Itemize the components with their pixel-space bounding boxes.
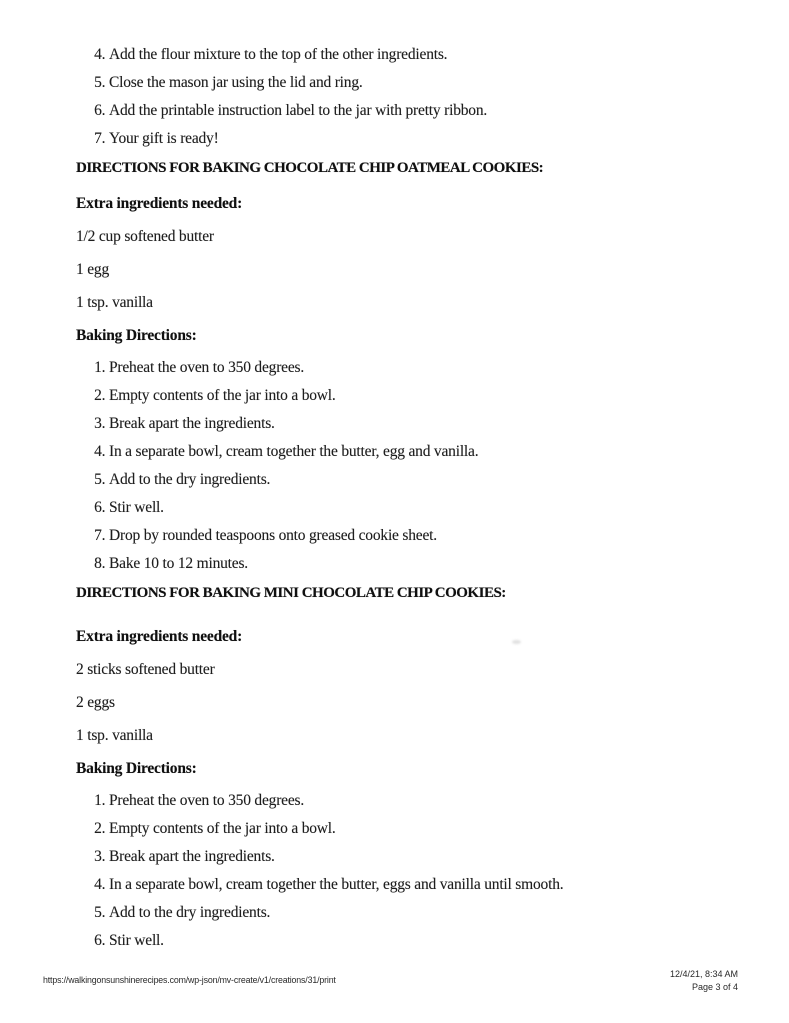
list-item: 7. Your gift is ready! (109, 131, 789, 147)
list-item: 5. Add to the dry ingredients. (109, 472, 789, 488)
footer-url: https://walkingonsunshinerecipes.com/wp-json/mv-create/v1/creations/31/print (43, 975, 336, 985)
list-item: 6. Stir well. (109, 500, 789, 516)
baking-steps-list (76, 793, 789, 949)
list-item: 5. Add to the dry ingredients. (109, 905, 789, 921)
footer-datetime: 12/4/21, 8:34 AM (669, 969, 738, 979)
list-item: 6. Add the printable instruction label to the jar with pretty ribbon. (109, 103, 789, 119)
assembly-steps-list (76, 47, 789, 147)
list-item: 2. Empty contents of the jar into a bowl. (109, 388, 789, 404)
list-item: 4. Add the flour mixture to the top of the other ingredients. (109, 47, 789, 63)
footer-meta (670, 968, 738, 993)
list-item: 1. Preheat the oven to 350 degrees. (109, 360, 789, 376)
section-heading-oatmeal-cookies: DIRECTIONS FOR BAKING CHOCOLATE CHIP OATMEAL COOKIES: (76, 160, 544, 176)
scan-artifact (512, 640, 521, 644)
footer-page-number: Page 3 of 4 (691, 981, 738, 992)
ingredient-line: 2 sticks softened butter (76, 661, 215, 678)
ingredient-line: 1 tsp. vanilla (76, 727, 153, 744)
ingredient-line: 1 tsp. vanilla (76, 294, 153, 311)
list-item: 6. Stir well. (109, 933, 789, 949)
list-item: 1. Preheat the oven to 350 degrees. (109, 793, 789, 809)
ingredient-line: 1 egg (76, 261, 110, 278)
ingredient-line: 1/2 cup softened butter (76, 228, 214, 245)
baking-directions-subhead: Baking Directions: (76, 327, 197, 344)
list-item: 2. Empty contents of the jar into a bowl. (109, 821, 789, 837)
baking-directions-subhead: Baking Directions: (76, 760, 197, 777)
extra-ingredients-subhead: Extra ingredients needed: (76, 628, 243, 645)
list-item: 5. Close the mason jar using the lid and ring. (109, 75, 789, 91)
list-item: 4. In a separate bowl, cream together the butter, eggs and vanilla until smooth. (109, 877, 789, 893)
list-item: 3. Break apart the ingredients. (109, 849, 789, 865)
page-content (0, 47, 789, 961)
list-item: 3. Break apart the ingredients. (109, 416, 789, 432)
baking-steps-list (76, 360, 789, 572)
list-item: 4. In a separate bowl, cream together the butter, egg and vanilla. (109, 444, 789, 460)
extra-ingredients-subhead: Extra ingredients needed: (76, 195, 243, 212)
list-item: 8. Bake 10 to 12 minutes. (109, 556, 789, 572)
ingredient-line: 2 eggs (76, 694, 115, 711)
list-item: 7. Drop by rounded teaspoons onto greased cookie sheet. (109, 528, 789, 544)
section-heading-mini-cookies: DIRECTIONS FOR BAKING MINI CHOCOLATE CHIP COOKIES: (76, 585, 506, 601)
